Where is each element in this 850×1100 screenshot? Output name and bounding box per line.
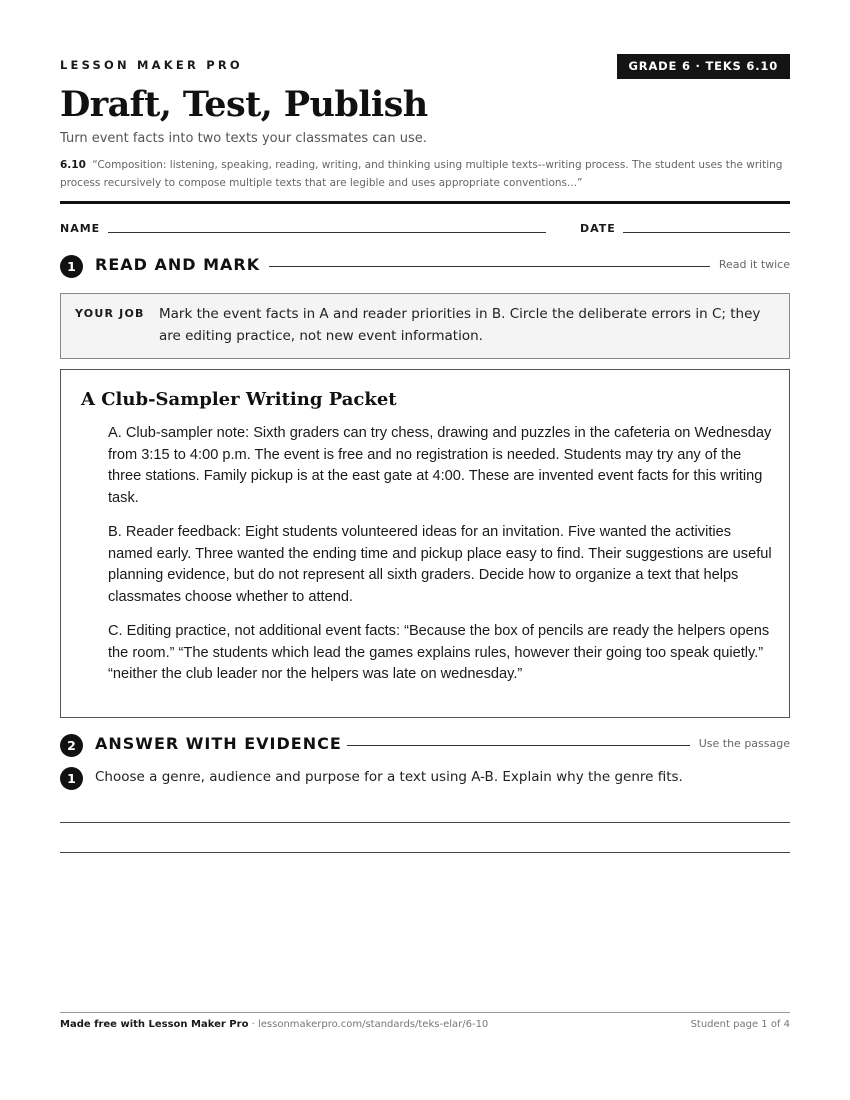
passage-paragraph-a: A. Club-sampler note: Sixth graders can try chess, drawing and puzzles in the cafeteria on Wednesday from 3:15 to 4:00 p.m. The event is free and no registration is needed. Students may try any of the three stations. Family pickup is at the east gate at 4:00. These are invented event facts for this writing task. bbox=[108, 425, 772, 506]
footer-page-number: Student page 1 of 4 bbox=[690, 1019, 790, 1030]
passage-paragraph-b: B. Reader feedback: Eight students volunteered ideas for an invitation. Five wanted the activities named early. Three wanted the ending time and pickup place easy to find. Their suggestions are useful planning evidence, but do not represent all sixth graders. Decide how to organize a text that helps classmates choose whether to attend. bbox=[108, 524, 772, 605]
section-divider bbox=[347, 745, 690, 746]
section-number-badge: 2 bbox=[60, 734, 83, 757]
grade-badge: GRADE 6 · TEKS 6.10 bbox=[617, 54, 790, 79]
section-hint: Read it twice bbox=[718, 258, 790, 271]
header-divider bbox=[60, 201, 790, 204]
passage-paragraph-c: C. Editing practice, not additional event facts: “Because the box of pencils are ready the helpers opens the room.” “The students which lead the games explains rules, however their going too speak quietly.” “neither the club leader nor the helpers was late on wednesday.” bbox=[108, 623, 770, 683]
footer-separator: · bbox=[248, 1019, 258, 1030]
footer-url: lessonmakerpro.com/standards/teks-elar/6-10 bbox=[257, 1019, 489, 1030]
passage-title: A Club-Sampler Writing Packet bbox=[81, 389, 397, 410]
instructions-box bbox=[60, 293, 790, 359]
standard-text: “Composition: listening, speaking, reading, writing, and thinking using multiple texts--writing process. The student uses the writing process recursively to compose multiple texts that are legible and uses appropriate conventions...” bbox=[60, 159, 783, 189]
section-number-badge: 1 bbox=[60, 255, 83, 278]
page-subtitle: Turn event facts into two texts your classmates can use. bbox=[60, 131, 427, 146]
page-title: Draft, Test, Publish bbox=[60, 84, 428, 125]
name-label: NAME bbox=[60, 222, 101, 235]
instructions-label: YOUR JOB bbox=[75, 307, 145, 320]
date-label: DATE bbox=[580, 222, 616, 235]
standard-description bbox=[60, 156, 790, 192]
brand-name: LESSON MAKER PRO bbox=[60, 58, 243, 72]
name-field[interactable] bbox=[108, 232, 546, 233]
section-title: READ AND MARK bbox=[95, 255, 261, 274]
section-title: ANSWER WITH EVIDENCE bbox=[95, 734, 342, 753]
footer-made-with: Made free with Lesson Maker Pro bbox=[60, 1019, 249, 1030]
question-number-badge: 1 bbox=[60, 767, 83, 790]
question-text: Choose a genre, audience and purpose for a text using A-B. Explain why the genre fits. bbox=[95, 769, 683, 785]
footer-credit bbox=[60, 1019, 488, 1030]
standard-code: 6.10 bbox=[60, 159, 86, 171]
passage-box bbox=[60, 369, 790, 718]
answer-line[interactable] bbox=[60, 852, 790, 853]
worksheet-page bbox=[60, 0, 790, 1100]
instructions-text: Mark the event facts in A and reader priorities in B. Circle the deliberate errors in C; they are editing practice, not new event information. bbox=[159, 306, 761, 344]
date-field[interactable] bbox=[623, 232, 790, 233]
answer-line[interactable] bbox=[60, 822, 790, 823]
section-hint: Use the passage bbox=[698, 737, 790, 750]
section-divider bbox=[269, 266, 710, 267]
footer-divider bbox=[60, 1012, 790, 1013]
